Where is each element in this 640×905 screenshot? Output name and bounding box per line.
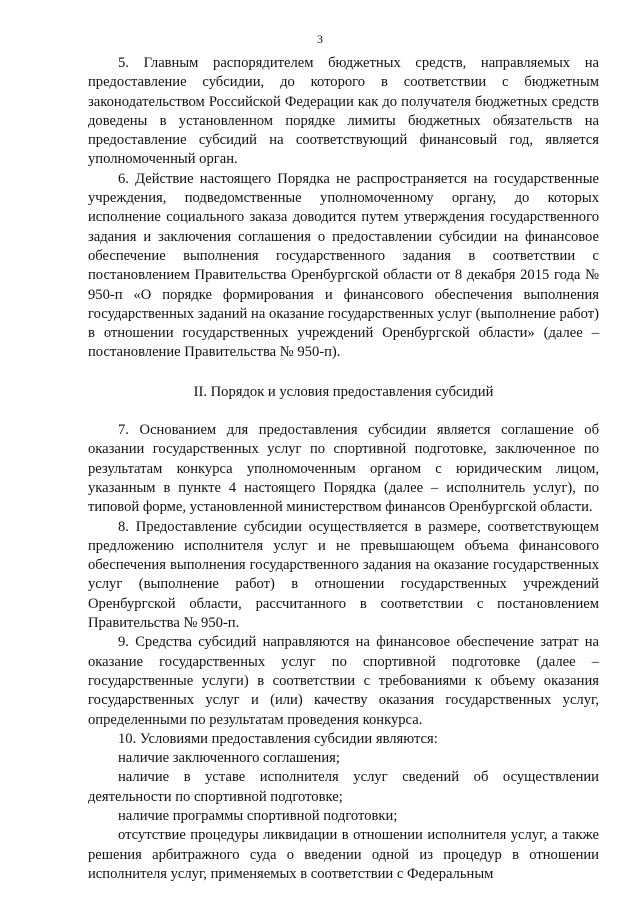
paragraph-9: 9. Средства субсидий направляются на финансовое обеспечение затрат на оказание государственных услуг по спортивной подготовке (далее – государственные услуги) в соответствии с требованиями к объему оказания государственных услуг и (или) качеству оказания государственных услуг, определенными по результатам проведения конкурса.	[88, 634, 599, 728]
paragraph-8: 8. Предоставление субсидии осуществляется в размере, соответствующем предложению исполнителя услуг и не превышающем объема финансового обеспечения выполнения государственного задания на оказание государственных услуг (выполнение работ) в отношении государственных учреждений Оренбургской области, рассчитанного в соответствии с постановлением Правительства № 950-п.	[88, 518, 599, 632]
condition-item: наличие в уставе исполнителя услуг сведений об осуществлении деятельности по спортивной подготовке;	[88, 769, 599, 805]
condition-item: наличие программы спортивной подготовки;	[118, 807, 398, 824]
paragraph-10: 10. Условиями предоставления субсидии являются:	[118, 730, 438, 747]
condition-item: отсутствие процедуры ликвидации в отношении исполнителя услуг, а также решения арбитражного суда о введении одной из процедур в отношении исполнителя услуг, применяемых в соответствии с Федеральным	[88, 827, 599, 882]
page-number: 3	[317, 32, 323, 46]
section-title: II. Порядок и условия предоставления субсидий	[193, 383, 494, 400]
condition-item: наличие заключенного соглашения;	[118, 750, 340, 767]
paragraph-7: 7. Основанием для предоставления субсидии является соглашение об оказании государственных услуг по спортивной подготовке, заключенное по результатам конкурса уполномоченным органом с юридическим лицом, указанным в пункте 4 настоящего Порядка (далее – исполнитель услуг), по типовой форме, установленной министерством финансов Оренбургской области.	[88, 422, 599, 516]
paragraph-6: 6. Действие настоящего Порядка не распространяется на государственные учреждения, подведомственные уполномоченному органу, до которых исполнение социального заказа доводится путем утверждения государственного задания и заключения соглашения о предоставлении субсидии на финансовое обеспечение выполнения государственного задания в соответствии с постановлением Правительства Оренбургской области от 8 декабря 2015 года № 950-п «О порядке формирования и финансового обеспечения выполнения государственных заданий на оказание государственных услуг (выполнение работ) в отношении государственных учреждений Оренбургской области» (далее – постановление Правительства № 950-п).	[88, 170, 599, 361]
paragraph-5: 5. Главным распорядителем бюджетных средств, направляемых на предоставление субсидии, до которого в соответствии с бюджетным законодательством Российской Федерации как до получателя бюджетных средств доведены в установленном порядке лимиты бюджетных обязательств на предоставление субсидий на соответствующий финансовый год, является уполномоченный орган.	[88, 55, 599, 168]
